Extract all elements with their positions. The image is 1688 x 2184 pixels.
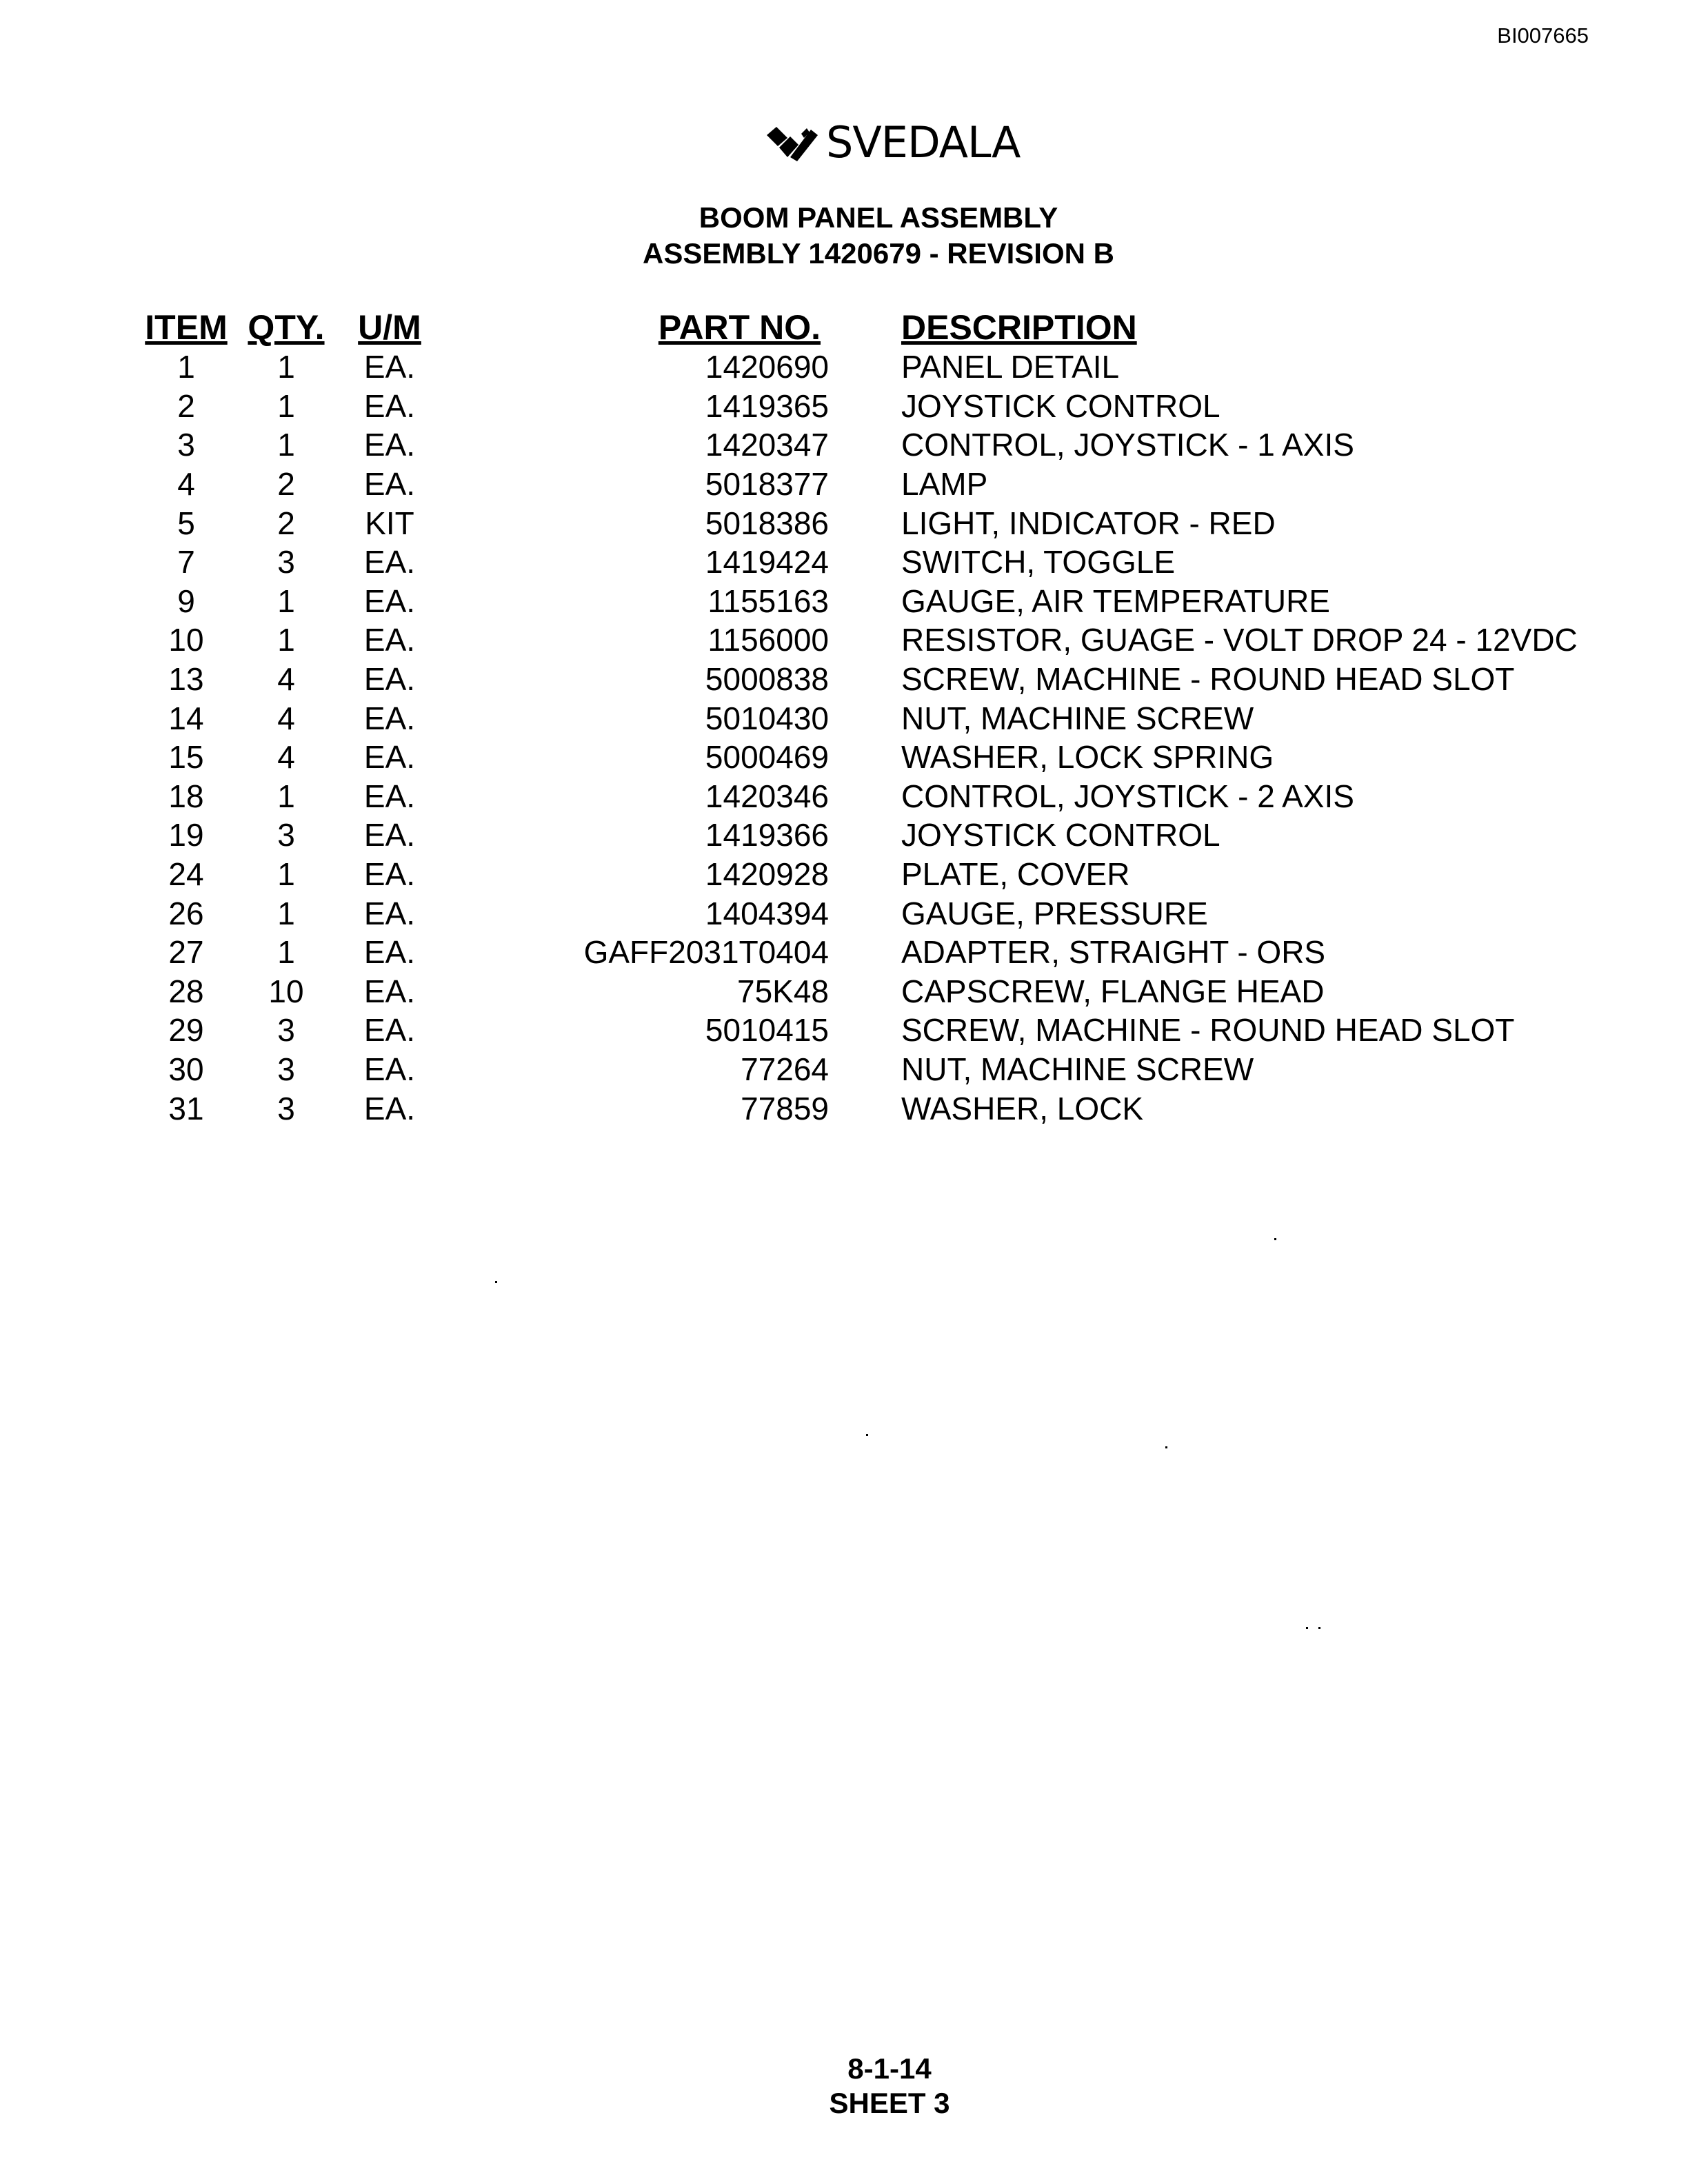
cell-um: EA. [363,544,416,580]
cell-qty: 3 [277,544,295,580]
cell-item: 4 [177,466,195,503]
cell-item: 3 [177,427,195,463]
cell-part-number: 5000838 [705,661,829,698]
cell-item: 30 [168,1051,204,1087]
cell-part-number: 77264 [741,1051,829,1087]
cell-qty: 3 [277,1051,295,1087]
sheet-number: SHEET 3 [829,2087,950,2119]
cell-item: 5 [177,505,195,541]
cell-part-number: 5000469 [705,739,829,776]
cell-description: LAMP [901,466,988,503]
title-block [0,200,1688,272]
cell-part-number: 1155163 [707,583,829,619]
cell-item: 7 [177,544,195,580]
cell-description: JOYSTICK CONTROL [901,387,1220,424]
document-id: BI007665 [1497,23,1589,48]
cell-qty: 1 [277,895,295,931]
cell-item: 18 [168,778,204,814]
cell-qty: 3 [277,817,295,853]
cell-part-number: 1420346 [705,778,829,814]
cell-um: EA. [363,583,416,619]
cell-description: GAUGE, PRESSURE [901,895,1208,931]
cell-um: EA. [363,778,416,814]
cell-description: LIGHT, INDICATOR - RED [901,505,1276,541]
cell-um: EA. [363,895,416,931]
cell-part-number: 1404394 [705,895,829,931]
cell-um: EA. [363,1090,416,1126]
scan-speck [1306,1627,1308,1629]
table-row [138,543,1578,582]
cell-um: EA. [363,817,416,853]
cell-qty: 1 [277,349,295,385]
cell-part-number: 1419366 [705,817,829,853]
cell-qty: 2 [277,505,295,541]
cell-item: 29 [168,1012,204,1049]
cell-part-number: 75K48 [736,973,829,1009]
cell-description: CAPSCREW, FLANGE HEAD [901,973,1325,1009]
header-um: U/M [358,308,421,347]
table-row [138,777,1578,816]
cell-description: CONTROL, JOYSTICK - 2 AXIS [901,778,1354,814]
page-footer [0,2052,1688,2121]
svedala-logo-icon [767,123,822,163]
cell-description: WASHER, LOCK SPRING [901,739,1274,776]
cell-description: PLATE, COVER [901,856,1130,893]
cell-um: EA. [363,622,416,658]
cell-um: EA. [363,466,416,503]
cell-item: 9 [177,583,195,619]
cell-part-number: 1420928 [705,856,829,893]
cell-part-number: GAFF2031T0404 [583,934,829,971]
table-row [138,620,1578,660]
table-row [138,933,1578,972]
table-header-row [138,303,1578,347]
page-subtitle: ASSEMBLY 1420679 - REVISION B [643,237,1114,270]
cell-qty: 1 [277,778,295,814]
table-row [138,698,1578,738]
cell-qty: 2 [277,466,295,503]
cell-item: 13 [168,661,204,698]
cell-um: EA. [363,1012,416,1049]
scan-speck [1165,1446,1167,1448]
cell-part-number: 5018386 [705,505,829,541]
table-row [138,347,1578,387]
cell-um: EA. [363,349,416,385]
table-row [138,893,1578,933]
table-row [138,1089,1578,1128]
cell-part-number: 5010415 [705,1012,829,1049]
cell-um: KIT [365,505,414,541]
table-row [138,1050,1578,1089]
cell-description: SCREW, MACHINE - ROUND HEAD SLOT [901,661,1515,698]
table-row [138,660,1578,699]
company-logo [767,117,1020,168]
cell-item: 2 [177,387,195,424]
parts-table [138,303,1578,1128]
cell-um: EA. [363,934,416,971]
cell-item: 19 [168,817,204,853]
table-row [138,1011,1578,1050]
header-item: ITEM [145,308,228,347]
cell-um: EA. [363,856,416,893]
page-title: BOOM PANEL ASSEMBLY [699,201,1058,234]
cell-description: ADAPTER, STRAIGHT - ORS [901,934,1326,971]
cell-part-number: 5018377 [705,466,829,503]
table-row [138,738,1578,777]
cell-um: EA. [363,427,416,463]
cell-item: 26 [168,895,204,931]
cell-um: EA. [363,661,416,698]
cell-item: 27 [168,934,204,971]
header-description: DESCRIPTION [901,308,1137,347]
cell-description: GAUGE, AIR TEMPERATURE [901,583,1330,619]
cell-qty: 1 [277,622,295,658]
cell-description: SWITCH, TOGGLE [901,544,1176,580]
cell-qty: 10 [268,973,304,1009]
cell-qty: 1 [277,427,295,463]
cell-description: CONTROL, JOYSTICK - 1 AXIS [901,427,1354,463]
cell-description: JOYSTICK CONTROL [901,817,1220,853]
header-part-number: PART NO. [658,308,821,347]
cell-description: WASHER, LOCK [901,1090,1144,1126]
cell-um: EA. [363,700,416,736]
cell-item: 10 [168,622,204,658]
cell-qty: 4 [277,661,295,698]
cell-qty: 4 [277,700,295,736]
cell-part-number: 1420347 [705,427,829,463]
table-row [138,582,1578,621]
cell-part-number: 77859 [741,1090,829,1126]
scan-speck [866,1434,868,1436]
cell-um: EA. [363,1051,416,1087]
scan-speck [1318,1627,1320,1629]
cell-qty: 3 [277,1090,295,1126]
parts-table-body [138,347,1578,1128]
cell-description: RESISTOR, GUAGE - VOLT DROP 24 - 12VDC [901,622,1578,658]
cell-part-number: 1420690 [705,349,829,385]
table-row [138,972,1578,1011]
cell-qty: 1 [277,583,295,619]
cell-description: SCREW, MACHINE - ROUND HEAD SLOT [901,1012,1515,1049]
table-row [138,816,1578,855]
page-number: 8-1-14 [847,2052,932,2085]
cell-description: PANEL DETAIL [901,349,1120,385]
cell-um: EA. [363,387,416,424]
cell-part-number: 1156000 [707,622,829,658]
cell-item: 28 [168,973,204,1009]
table-row [138,855,1578,894]
cell-part-number: 1419424 [705,544,829,580]
table-row [138,387,1578,426]
cell-item: 15 [168,739,204,776]
table-row [138,465,1578,504]
cell-item: 31 [168,1090,204,1126]
cell-item: 24 [168,856,204,893]
cell-qty: 1 [277,934,295,971]
cell-qty: 1 [277,387,295,424]
table-row [138,425,1578,465]
scan-speck [1274,1238,1276,1240]
cell-description: NUT, MACHINE SCREW [901,1051,1254,1087]
cell-qty: 1 [277,856,295,893]
cell-qty: 3 [277,1012,295,1049]
cell-item: 1 [177,349,195,385]
cell-qty: 4 [277,739,295,776]
header-qty: QTY. [248,308,325,347]
table-row [138,503,1578,543]
cell-part-number: 5010430 [705,700,829,736]
scan-speck [495,1281,497,1283]
cell-part-number: 1419365 [705,387,829,424]
cell-description: NUT, MACHINE SCREW [901,700,1254,736]
cell-um: EA. [363,973,416,1009]
logo-text: SVEDALA [826,117,1021,168]
cell-item: 14 [168,700,204,736]
cell-um: EA. [363,739,416,776]
